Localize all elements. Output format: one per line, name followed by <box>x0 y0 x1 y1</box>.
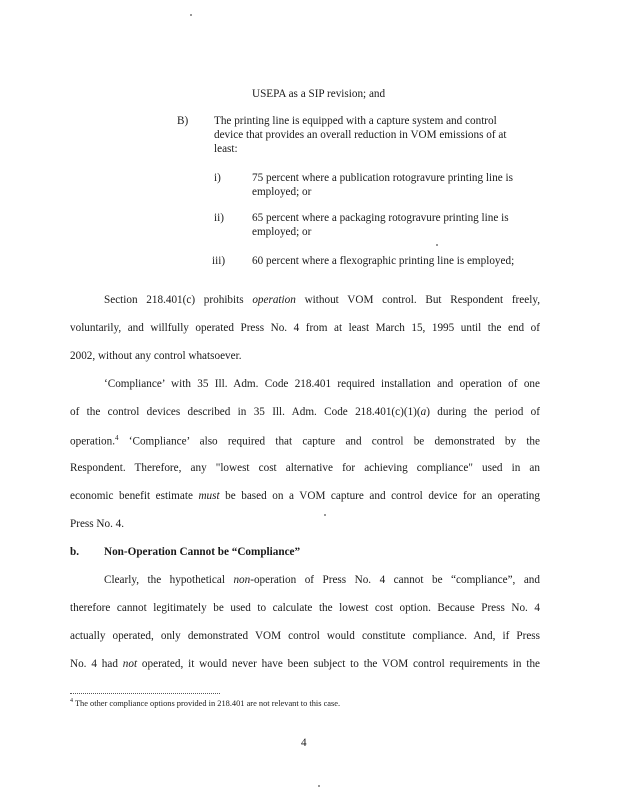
body-paragraph-line: therefore cannot legitimately be used to calculate the lowest cost option. Because Press No. 4 <box>70 602 540 614</box>
subitem-line: employed; or <box>252 226 312 238</box>
scan-speck <box>190 14 192 16</box>
body-paragraph-line: operation.$^4$ ‘Compliance’ also required that capture and control be demonstrated by the <box>70 434 540 448</box>
page-number: 4 <box>301 737 307 749</box>
continuation-line: USEPA as a SIP revision; and <box>252 88 386 100</box>
subitem-line: employed; or <box>252 186 312 198</box>
body-paragraph-line: 2002, without any control whatsoever. <box>70 350 242 362</box>
section-label: b. <box>70 546 80 558</box>
body-paragraph-line: Clearly, the hypothetical non-operation of Press No. 4 cannot be “compliance”, and <box>104 574 540 586</box>
item-b-line: device that provides an overall reduction in VOM emissions of at <box>214 129 507 141</box>
body-paragraph-line: of the control devices described in 35 Ill. Adm. Code 218.401(c)(1)(a) during the period of <box>70 406 540 418</box>
section-heading: Non-Operation Cannot be “Compliance” <box>104 546 301 558</box>
subitem-line: 75 percent where a publication rotogravure printing line is <box>252 172 513 184</box>
footnote-marker: 4 <box>115 434 119 442</box>
footnote: $^4$ The other compliance options provided in 218.401 are not relevant to this case. <box>70 698 341 708</box>
item-b-label: B) <box>177 115 189 127</box>
item-b-line: least: <box>214 143 238 155</box>
footnote-rule <box>70 693 220 694</box>
body-paragraph-line: No. 4 had not operated, it would never have been subject to the VOM control requirements in the <box>70 658 541 670</box>
subitem-line: 65 percent where a packaging rotogravure printing line is <box>252 212 509 224</box>
scan-speck <box>436 244 438 246</box>
scan-speck <box>318 785 320 787</box>
body-paragraph-line: actually operated, only demonstrated VOM control would constitute compliance. And, if Press <box>70 630 540 642</box>
scan-speck <box>324 514 326 516</box>
subitem-label: i) <box>214 172 221 184</box>
body-paragraph-line: Respondent. Therefore, any "lowest cost alternative for achieving compliance" used in an <box>70 462 540 474</box>
item-b-line: The printing line is equipped with a capture system and control <box>214 115 497 127</box>
body-paragraph-line: ‘Compliance’ with 35 Ill. Adm. Code 218.401 required installation and operation of one <box>104 378 540 390</box>
subitem-line: 60 percent where a flexographic printing line is employed; <box>252 255 515 267</box>
body-paragraph-line: Press No. 4. <box>70 518 125 530</box>
subitem-label: ii) <box>214 212 224 224</box>
body-paragraph-line: Section 218.401(c) prohibits operation without VOM control. But Respondent freely, <box>104 294 540 306</box>
body-paragraph-line: economic benefit estimate must be based on a VOM capture and control device for an operating <box>70 490 540 502</box>
body-paragraph-line: voluntarily, and willfully operated Press No. 4 from at least March 15, 1995 until the end of <box>70 322 540 334</box>
subitem-label: iii) <box>212 255 226 267</box>
